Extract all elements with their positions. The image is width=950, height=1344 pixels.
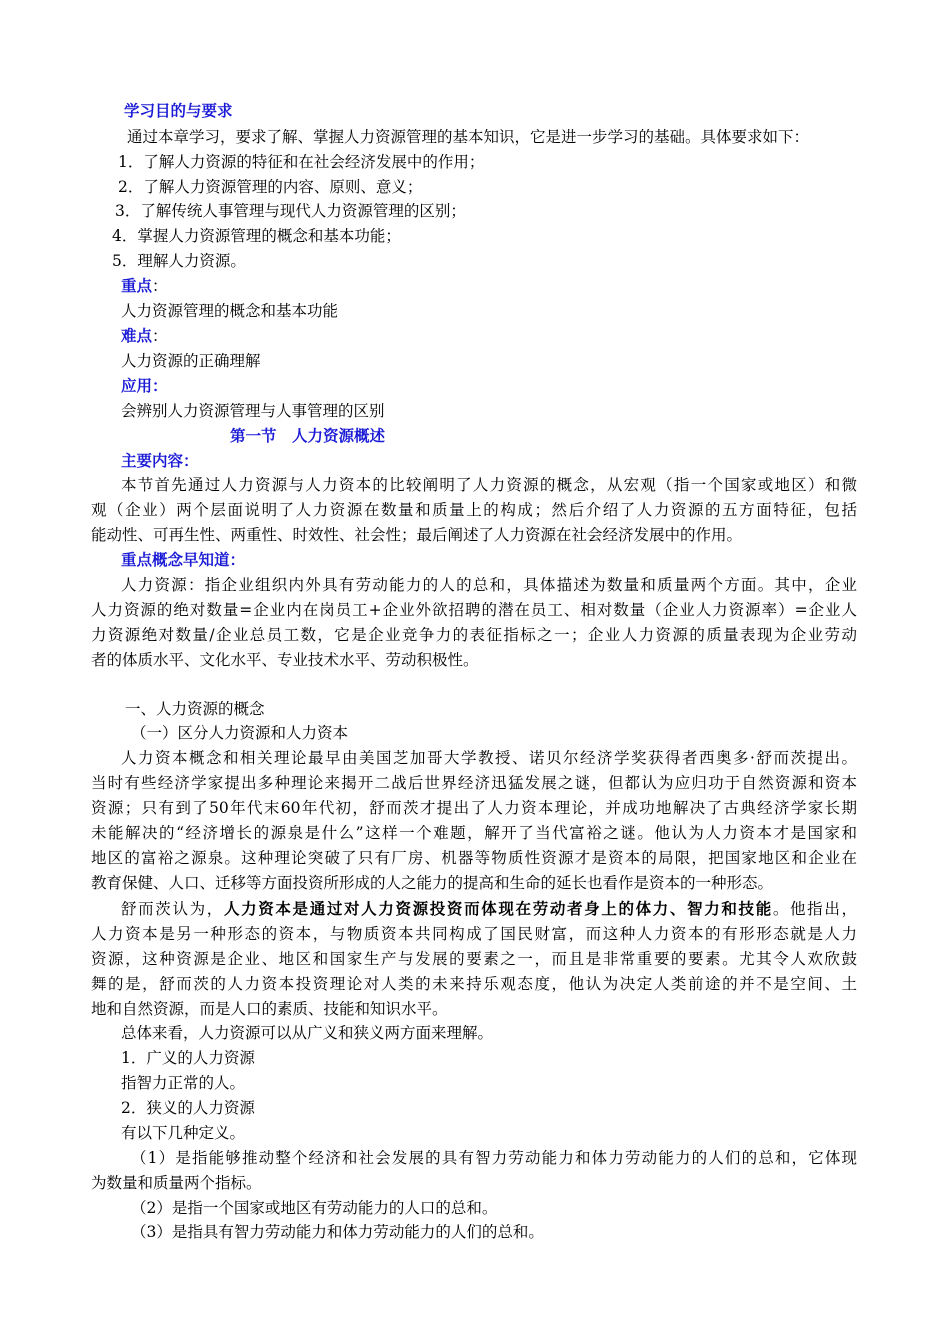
- goals-item: 4．掌握人力资源管理的概念和基本功能；: [112, 227, 401, 245]
- key-concepts-line: 人力资源：指企业组织内外具有劳动能力的人的总和，具体描述为数量和质量两个方面。其中，企业: [121, 576, 857, 594]
- goals-item: 5．理解人力资源。: [112, 252, 246, 270]
- narrow-title: 2．狭义的人力资源: [121, 1099, 255, 1117]
- difficulty-colon: ：: [152, 327, 168, 345]
- definition-1-line: 为数量和质量两个指标。: [91, 1174, 262, 1192]
- concept-para1-line: 当时有些经济学家提出多种理论来揭开二战后世界经济迅猛发展之谜，但都认为应归功于自然资源和资本: [91, 774, 857, 792]
- section-title: 第一节 人力资源概述: [230, 427, 386, 445]
- concept-subheading: （一）区分人力资源和人力资本: [131, 724, 349, 742]
- para2-suffix: 。他指出，: [772, 900, 857, 918]
- main-content-line: 能动性、可再生性、两重性、时效性、社会性；最后阐述了人力资源在社会经济发展中的作用。: [91, 526, 743, 544]
- key-concepts-line: 力资源绝对数量/企业总员工数，它是企业竞争力的表征指标之一；企业人力资源的质量表现为企业劳动: [91, 626, 857, 644]
- concept-para1-line: 地区的富裕之源泉。这种理论突破了只有厂房、机器等物质性资源才是资本的局限，把国家地区和企业在: [91, 849, 857, 867]
- main-content-line: 本节首先通过人力资源与人力资本的比较阐明了人力资源的概念，从宏观（指一个国家或地区）和微: [121, 476, 857, 494]
- concept-para1-line: 资源；只有到了50年代末60年代初，舒而茨才提出了人力资本理论，并成功地解决了古典经济学家长期: [91, 799, 857, 817]
- narrow-text: 有以下几种定义。: [121, 1124, 246, 1142]
- definition-1-line: （1）是指能够推动整个经济和社会发展的具有智力劳动能力和体力劳动能力的人们的总和，它体现: [131, 1149, 857, 1167]
- concept-para1-line: 未能解决的“经济增长的源泉是什么”这样一个难题，解开了当代富裕之谜。他认为人力资本才是国家和: [91, 824, 857, 842]
- goals-item: 2．了解人力资源管理的内容、原则、意义；: [118, 178, 423, 196]
- goals-heading: 学习目的与要求: [124, 102, 233, 120]
- concept-para2-line: 舞的是，舒而茨的人力资本投资理论对人类的未来持乐观态度，他认为决定人类前途的并不是空间、土: [91, 975, 857, 993]
- difficulty-text: 人力资源的正确理解: [121, 352, 261, 370]
- concept-para2-line: 资源，这种资源是企业、地区和国家生产与发展的要素之一，而且是非常重要的要素。尤其令人欢欣鼓: [91, 950, 857, 968]
- goals-item: 3．了解传统人事管理与现代人力资源管理的区别；: [115, 202, 466, 220]
- para2-prefix: 舒而茨认为，: [121, 900, 224, 918]
- key-point-label: 重点: [121, 277, 153, 295]
- application-label: 应用：: [121, 377, 168, 395]
- broad-title: 1．广义的人力资源: [121, 1049, 255, 1067]
- main-content-line: 观（企业）两个层面说明了人力资源在数量和质量上的构成；然后介绍了人力资源的五方面特征，包括: [91, 501, 857, 519]
- key-concepts-line: 人力资源的绝对数量=企业内在岗员工+企业外欲招聘的潜在员工、相对数量（企业人力资源率）=企业人: [91, 601, 857, 619]
- difficulty-label-row: [121, 326, 168, 346]
- concept-para1-line: 教育保健、人口、迁移等方面投资所形成的人之能力的提高和生命的延长也看作是资本的一种形态。: [91, 874, 774, 892]
- key-point-text: 人力资源管理的概念和基本功能: [121, 302, 339, 320]
- key-concepts-heading: 重点概念早知道：: [121, 551, 246, 569]
- definition-3: （3）是指具有智力劳动能力和体力劳动能力的人们的总和。: [131, 1223, 544, 1241]
- goals-intro: 通过本章学习，要求了解、掌握人力资源管理的基本知识，它是进一步学习的基础。具体要求如下：: [127, 128, 810, 146]
- key-concepts-line: 者的体质水平、文化水平、专业技术水平、劳动积极性。: [91, 651, 479, 669]
- concept-heading: 一、人力资源的概念: [125, 700, 265, 718]
- application-text: 会辨别人力资源管理与人事管理的区别: [121, 402, 385, 420]
- concept-para2-first-line: [121, 897, 857, 922]
- concept-para1-line: 人力资本概念和相关理论最早由美国芝加哥大学教授、诺贝尔经济学奖获得者西奥多·舒而茨提出。: [121, 749, 857, 767]
- difficulty-label: 难点: [121, 327, 153, 345]
- main-content-heading: 主要内容：: [121, 452, 199, 470]
- goals-item: 1．了解人力资源的特征和在社会经济发展中的作用；: [118, 153, 485, 171]
- para2-bold-definition: 人力资本是通过对人力资源投资而体现在劳动者身上的体力、智力和技能: [223, 900, 773, 918]
- concept-summary: 总体来看，人力资源可以从广义和狭义两方面来理解。: [121, 1024, 494, 1042]
- key-point-label-row: [121, 276, 168, 296]
- definition-2: （2）是指一个国家或地区有劳动能力的人口的总和。: [131, 1199, 498, 1217]
- broad-text: 指智力正常的人。: [121, 1074, 246, 1092]
- key-point-colon: ：: [152, 277, 168, 295]
- concept-para2-line: 地和自然资源，而是人口的素质、技能和知识水平。: [91, 1000, 448, 1018]
- concept-para2-line: 人力资本是另一种形态的资本，与物质资本共同构成了国民财富，而这种人力资本的有形形态就是人力: [91, 925, 857, 943]
